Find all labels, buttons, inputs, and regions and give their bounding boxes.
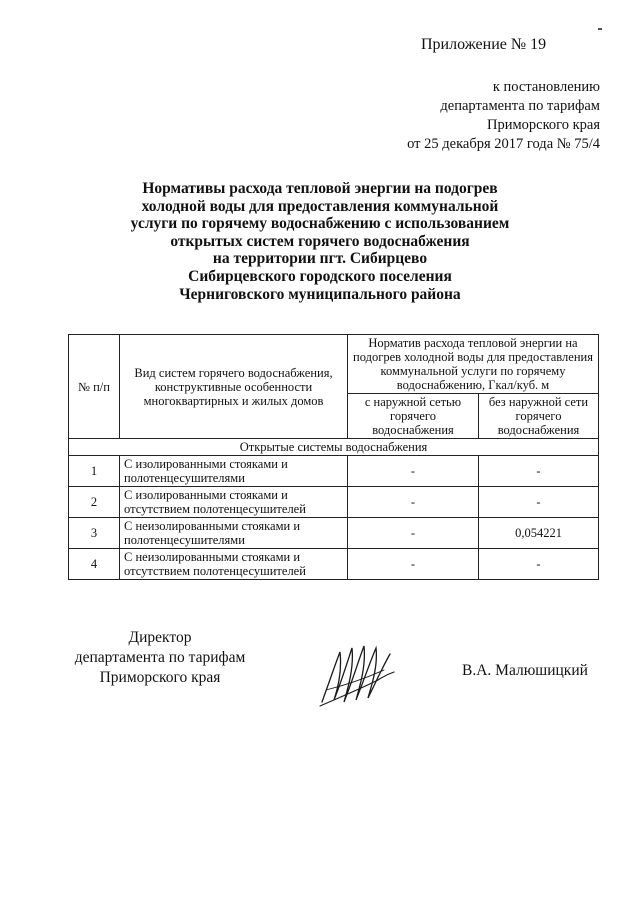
header-number: № п/п [69,335,120,439]
handwritten-signature [318,640,398,710]
table-row [69,518,599,549]
title-line: Черниговского муниципального района [179,285,461,303]
title-line: холодной воды для предоставления коммунальной [141,197,499,215]
row-value-with-network: - [348,456,479,487]
subheader-without-network: без наружной сети горячего водоснабжения [479,394,599,439]
position-line: Директор [128,629,192,646]
position-line: департамента по тарифам [74,649,246,666]
title-line: на территории пгт. Сибирцево [212,250,428,268]
row-description: С изолированными стояками и отсутствием полотенцесушителей [120,487,348,518]
title-line: открытых систем горячего водоснабжения [170,232,470,250]
title-line: услуги по горячему водоснабжению с использованием [130,215,510,233]
resolution-line: к постановлению [492,79,600,95]
row-value-with-network: - [348,549,479,580]
table-row [69,487,599,518]
norms-table [68,334,599,580]
title-line: Сибирцевского городского поселения [188,267,452,285]
resolution-line: департамента по тарифам [440,98,600,114]
row-description: С неизолированными стояками и отсутствием полотенцесушителей [120,549,348,580]
row-number: 1 [69,456,120,487]
row-description: С неизолированными стояками и полотенцесушителями [120,518,348,549]
row-value-without-network: 0,054221 [479,518,599,549]
row-value-without-network: - [479,487,599,518]
header-norm: Норматив расхода тепловой энергии на подогрев холодной воды для предоставления коммунальной услуги по горячему водоснабжению, Гкал/куб. м [348,335,599,394]
resolution-line: от 25 декабря 2017 года № 75/4 [407,136,600,152]
header-system-type: Вид систем горячего водоснабжения, конструктивные особенности многоквартирных и жилых домов [120,335,348,439]
resolution-reference [380,78,600,154]
row-number: 3 [69,518,120,549]
row-value-without-network: - [479,549,599,580]
section-heading: Открытые системы водоснабжения [69,439,599,456]
table-row [69,549,599,580]
row-value-with-network: - [348,487,479,518]
signatory-name: В.А. Малюшицкий [462,662,588,679]
row-value-without-network: - [479,456,599,487]
document-title [100,180,540,303]
table-row [69,456,599,487]
signatory-position [60,628,260,688]
row-number: 4 [69,549,120,580]
resolution-line: Приморского края [486,117,600,133]
title-line: Нормативы расхода тепловой энергии на подогрев [142,180,498,197]
row-description: С изолированными стояками и полотенцесушителями [120,456,348,487]
scan-mark [598,28,602,30]
position-line: Приморского края [99,669,221,686]
row-number: 2 [69,487,120,518]
row-value-with-network: - [348,518,479,549]
subheader-with-network: с наружной сетью горячего водоснабжения [348,394,479,439]
appendix-number: Приложение № 19 [421,36,547,53]
